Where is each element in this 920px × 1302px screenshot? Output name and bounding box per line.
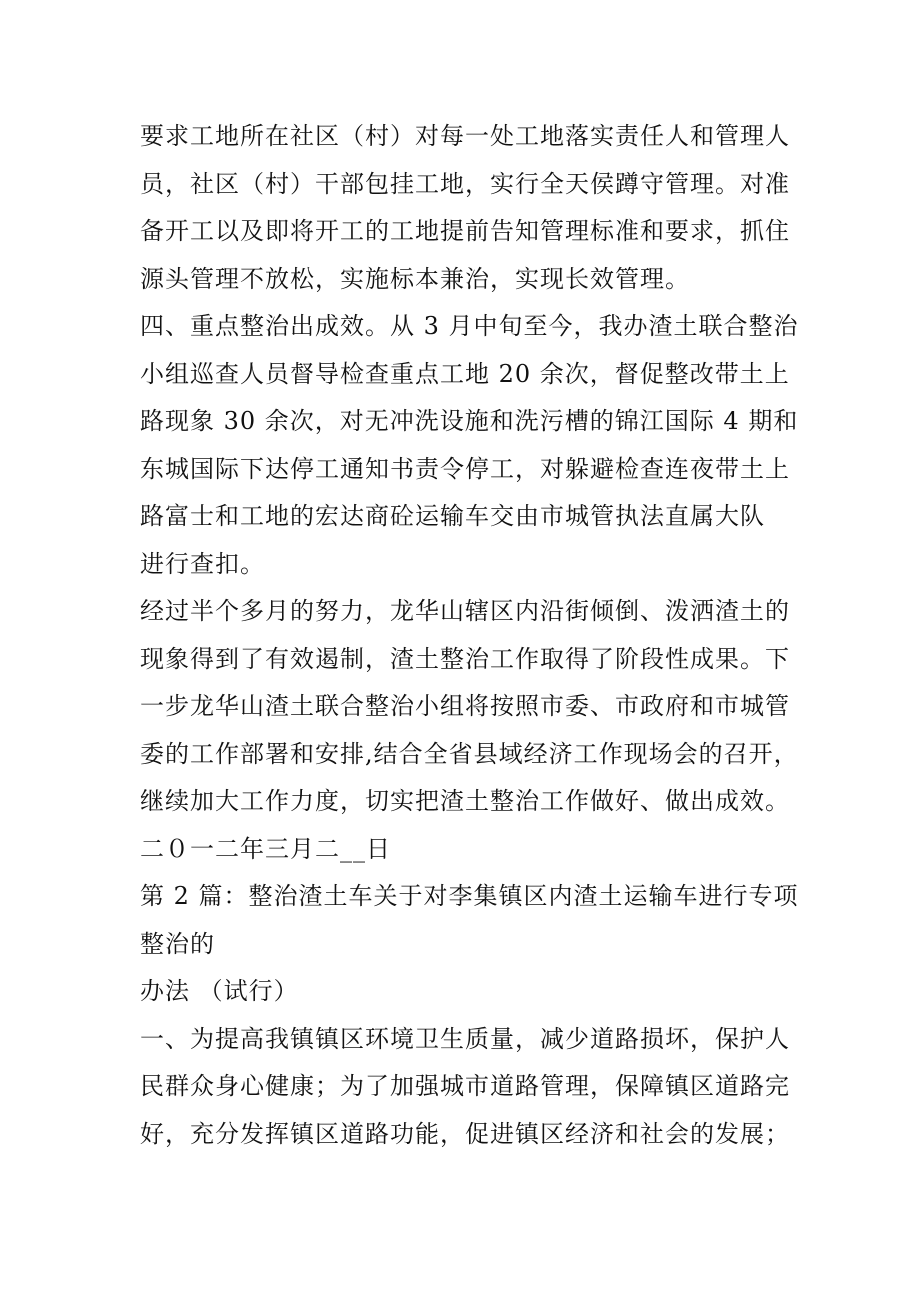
section-title-line: 办法 （试行） bbox=[140, 977, 299, 1005]
text-line: 一、为提高我镇镇区环境卫生质量，减少道路损坏，保护人 bbox=[140, 1024, 790, 1053]
text-line: 路富士和工地的宏达商砼运输车交由市城管执法直属大队 bbox=[140, 502, 765, 530]
text-line: 路现象 30 余次，对无冲洗设施和洗污槽的锦江国际 4 期和 bbox=[140, 407, 799, 435]
section-title-line: 第 2 篇：整治渣土车关于对李集镇区内渣土运输车进行专项 bbox=[140, 882, 799, 910]
text-line: 小组巡查人员督导检查重点工地 20 余次，督促整改带土上 bbox=[140, 359, 790, 388]
text-line: 委的工作部署和安排,结合全省县域经济工作现场会的召开， bbox=[140, 739, 799, 768]
text-line: 经过半个多月的努力，龙华山辖区内沿街倾倒、泼洒渣土的 bbox=[140, 597, 790, 625]
text-line: 备开工以及即将开工的工地提前告知管理标准和要求，抓住 bbox=[140, 217, 790, 245]
section-title-line: 整治的 bbox=[140, 929, 215, 958]
text-line: 进行查扣。 bbox=[140, 549, 265, 578]
text-line: 继续加大工作力度，切实把渣土整治工作做好、做出成效。 bbox=[140, 787, 790, 815]
text-line: 好，充分发挥镇区道路功能，促进镇区经济和社会的发展； bbox=[140, 1119, 790, 1148]
text-line: 一步龙华山渣土联合整治小组将按照市委、市政府和市城管 bbox=[140, 692, 790, 720]
text-line: 现象得到了有效遏制，渣土整治工作取得了阶段性成果。下 bbox=[140, 644, 790, 673]
document-body bbox=[140, 113, 800, 1158]
text-line: 员，社区（村）干部包挂工地，实行全天侯蹲守管理。对准 bbox=[140, 169, 790, 198]
text-line: 四、重点整治出成效。从 3 月中旬至今，我办渣土联合整治 bbox=[140, 312, 799, 340]
text-line: 要求工地所在社区（村）对每一处工地落实责任人和管理人 bbox=[140, 122, 790, 150]
date-line: 二０一二年三月二__日 bbox=[140, 834, 391, 863]
text-line: 源头管理不放松，实施标本兼治，实现长效管理。 bbox=[140, 264, 690, 293]
text-line: 东城国际下达停工通知书责令停工，对躲避检查连夜带土上 bbox=[140, 454, 790, 483]
text-line: 民群众身心健康；为了加强城市道路管理，保障镇区道路完 bbox=[140, 1072, 790, 1100]
